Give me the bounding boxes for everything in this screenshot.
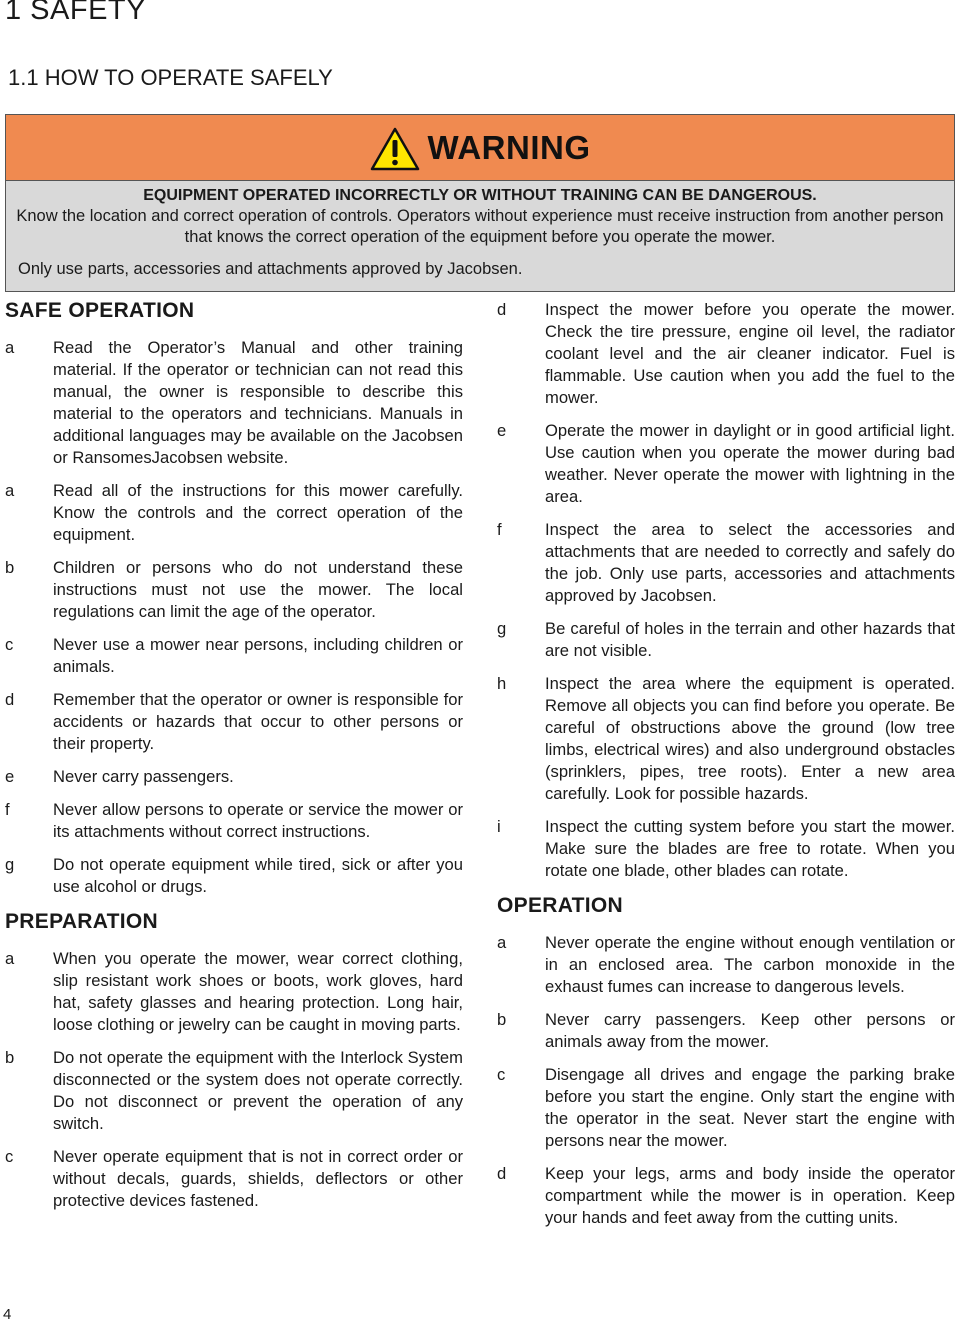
item-letter: d [497,1164,507,1183]
list-item [5,766,463,788]
item-text: Be careful of holes in the terrain and other hazards that are not visible. [545,619,955,660]
list-item [497,618,955,662]
list-item [497,1064,955,1152]
item-letter: b [5,1048,15,1067]
list-item [5,948,463,1036]
item-text: Read the Operator’s Manual and other training material. If the operator or technician can not read this manual, the owner is responsible to describe this material to the operators and technicians. Manuals in additional languages may be available on the Jacobsen or RansomesJacobsen website. [53,338,463,467]
item-letter: e [497,421,507,440]
item-letter: h [497,674,507,693]
item-text: Operate the mower in daylight or in good artificial light. Use caution when you operate the mower during bad weather. Never operate the mower with lightning in the area. [545,421,955,506]
warning-triangle-icon [370,127,420,171]
item-letter: d [5,690,15,709]
list-item [5,799,463,843]
item-text: Inspect the cutting system before you start the mower. Make sure the blades are free to rotate. When you rotate one blade, other blades can rotate. [545,817,955,880]
item-letter: d [497,300,507,319]
item-letter: c [5,635,14,654]
item-text: Do not operate equipment while tired, sick or after you use alcohol or drugs. [53,855,463,896]
list-item [5,689,463,755]
item-text: Inspect the mower before you operate the mower. Check the tire pressure, engine oil level, the radiator coolant level and the air cleaner indicator. Fuel is flammable. Use caution when you add the fuel to the mower. [545,300,955,407]
item-letter: g [497,619,507,638]
list-item [5,634,463,678]
preparation-continued-list [497,299,955,882]
operation-heading: OPERATION [497,894,623,917]
item-text: Inspect the area where the equipment is operated. Remove all objects you can find before you operate. Be careful of obstructions above the ground (low tree limbs, electrical wires) and also underground obstacles (sprinklers, pipes, tree roots). Enter a new area carefully. Look for possible hazards. [545,674,955,803]
preparation-heading: PREPARATION [5,910,159,933]
item-letter: a [5,338,15,357]
list-item [497,519,955,607]
item-text: Do not operate the equipment with the Interlock System disconnected or the system does not operate correctly. Do not disconnect or prevent the operation of any switch. [53,1048,463,1133]
list-item [497,673,955,805]
chapter-title: 1 SAFETY [5,0,146,26]
warning-header [6,115,954,181]
item-letter: b [5,558,15,577]
safe-operation-heading: SAFE OPERATION [5,299,195,322]
item-text: Children or persons who do not understand these instructions must not use the mower. The local regulations can limit the age of the operator. [53,558,463,621]
item-text: Never operate the engine without enough ventilation or in an enclosed area. The carbon monoxide in the exhaust fumes can increase to dangerous levels. [545,933,955,996]
item-text: Never carry passengers. [53,767,234,786]
preparation-list [5,948,463,1212]
item-letter: c [5,1147,14,1166]
safe-operation-list [5,337,463,898]
list-item [497,420,955,508]
list-item [497,299,955,409]
list-item [5,1047,463,1135]
section-title: 1.1 HOW TO OPERATE SAFELY [8,65,333,90]
list-item [497,1009,955,1053]
warning-title: WARNING [427,128,591,166]
item-letter: a [5,949,15,968]
item-letter: i [497,817,501,836]
list-item [497,932,955,998]
item-text: Never carry passengers. Keep other persons or animals away from the mower. [545,1010,955,1051]
item-text: Keep your legs, arms and body inside the operator compartment while the mower is in operation. Keep your hands and feet away from the cutting units. [545,1164,955,1227]
item-text: Read all of the instructions for this mower carefully. Know the controls and the correct operation of the equipment. [53,481,463,544]
operation-list [497,932,955,1229]
list-item [497,1163,955,1229]
left-column [5,298,463,1223]
item-letter: b [497,1010,507,1029]
item-letter: a [5,481,15,500]
warning-box [5,114,955,292]
list-item [5,854,463,898]
item-text: Never operate equipment that is not in correct order or without decals, guards, shields, deflectors or other protective devices fastened. [53,1147,463,1210]
list-item [5,1146,463,1212]
item-letter: e [5,767,15,786]
item-text: Remember that the operator or owner is responsible for accidents or hazards that occur to other persons or their property. [53,690,463,753]
item-text: Inspect the area to select the accessories and attachments that are needed to correctly and safely do the job. Only use parts, accessories and attachments approved by Jacobsen. [545,520,955,605]
warning-text: Know the location and correct operation of controls. Operators without experience must receive instruction from another person that knows the correct operation of the equipment before you operate the mower. [16,207,944,246]
warning-subtitle: EQUIPMENT OPERATED INCORRECTLY OR WITHOUT TRAINING CAN BE DANGEROUS. [143,187,817,204]
item-letter: c [497,1065,506,1084]
list-item [5,557,463,623]
item-text: Disengage all drives and engage the parking brake before you start the engine. Only start the engine with the operator in the seat. Never start the engine with persons near the mower. [545,1065,955,1150]
list-item [5,337,463,469]
item-letter: a [497,933,507,952]
item-letter: g [5,855,15,874]
item-letter: f [5,800,10,819]
item-text: Never use a mower near persons, including children or animals. [53,635,463,676]
list-item [497,816,955,882]
item-letter: f [497,520,502,539]
warning-note: Only use parts, accessories and attachments approved by Jacobsen. [18,260,523,278]
item-text: When you operate the mower, wear correct clothing, slip resistant work shoes or boots, work gloves, hard hat, safety glasses and hearing protection. Long hair, loose clothing or jewelry can be caught in moving parts. [53,949,463,1034]
right-column [497,299,955,1240]
page-number: 4 [3,1306,12,1323]
list-item [5,480,463,546]
item-text: Never allow persons to operate or service the mower or its attachments without correct instructions. [53,800,463,841]
